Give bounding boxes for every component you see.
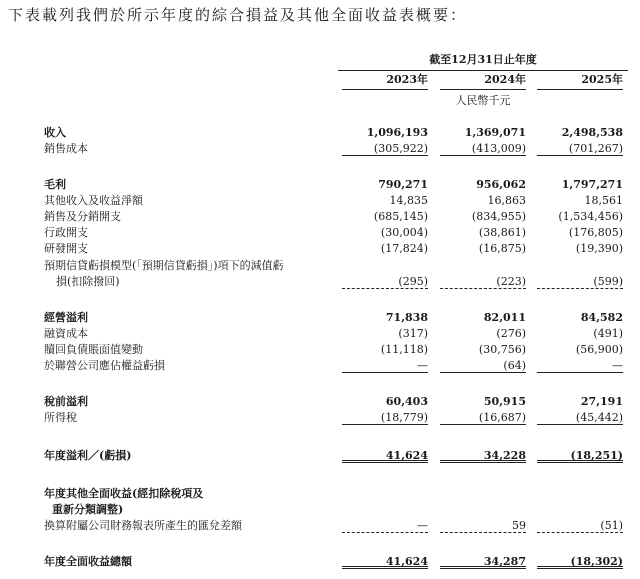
row-label: 稅前溢利 (44, 395, 88, 408)
row-exchange-differences (0, 517, 640, 534)
value-2025: (701,267) (537, 140, 623, 156)
value-2024: (38,861) (478, 226, 526, 239)
row-cost-of-sales (0, 140, 640, 157)
value-2025: 84,582 (580, 311, 623, 324)
value-2024: (16,687) (440, 409, 526, 425)
row-profit-before-tax (0, 393, 640, 410)
value-2025: 18,561 (584, 194, 623, 207)
value-2024: (276) (496, 327, 526, 340)
intro-text: 下表載列我們於所示年度的綜合損益及其他全面收益表概要： (8, 6, 468, 24)
row-ecl-label-line1 (0, 257, 640, 274)
value-2025: (56,900) (575, 343, 623, 356)
row-label: 重新分類調整) (52, 503, 124, 516)
row-admin-expenses (0, 224, 640, 241)
row-label: 年度其他全面收益(經扣除稅項及 (44, 487, 204, 500)
value-2023: 790,271 (378, 178, 428, 191)
value-2025: (18,251) (537, 447, 623, 463)
value-2023: (295) (342, 273, 428, 289)
row-income-tax (0, 409, 640, 426)
row-profit-for-year (0, 447, 640, 464)
row-label: 換算附屬公司財務報表所產生的匯兌差額 (44, 519, 242, 532)
value-2023: (11,118) (380, 343, 428, 356)
value-2024: 34,287 (440, 553, 526, 569)
row-label: 研發開支 (44, 242, 88, 255)
value-2023: — (342, 517, 428, 533)
value-2023: 60,403 (385, 395, 428, 408)
value-2025: — (537, 357, 623, 373)
value-2023: 14,835 (389, 194, 428, 207)
period-header: 截至12月31日止年度 (338, 51, 628, 71)
row-total-comprehensive-income (0, 553, 640, 570)
value-2023: (685,145) (373, 210, 428, 223)
row-ecl-impairment (0, 273, 640, 290)
value-2023: (17,824) (380, 242, 428, 255)
row-finance-costs (0, 325, 640, 342)
value-2025: 2,498,538 (561, 126, 623, 139)
value-2024: 956,062 (476, 178, 526, 191)
value-2024: 59 (440, 517, 526, 533)
value-2025: (51) (537, 517, 623, 533)
value-2023: (18,779) (342, 409, 428, 425)
row-label: 於聯營公司應佔權益虧損 (44, 359, 165, 372)
row-label: 經營溢利 (44, 311, 88, 324)
row-label: 年度溢利／(虧損) (44, 449, 132, 462)
year-header-2025: 2025年 (537, 71, 623, 90)
row-oci-heading-line2 (0, 501, 640, 518)
value-2025: 1,797,271 (561, 178, 623, 191)
row-operating-profit (0, 309, 640, 326)
value-2023: 41,624 (342, 553, 428, 569)
value-2023: (317) (398, 327, 428, 340)
value-2023: — (342, 357, 428, 373)
value-2025: (176,805) (568, 226, 623, 239)
row-other-income (0, 192, 640, 209)
value-2024: (834,955) (471, 210, 526, 223)
row-label: 所得稅 (44, 411, 77, 424)
row-label: 融資成本 (44, 327, 88, 340)
value-2023: (305,922) (342, 140, 428, 156)
row-label: 贖回負債賬面值變動 (44, 343, 143, 356)
year-header-2023: 2023年 (342, 71, 428, 90)
value-2025: (19,390) (575, 242, 623, 255)
value-2023: (30,004) (380, 226, 428, 239)
year-header-2024: 2024年 (440, 71, 526, 90)
value-2023: 41,624 (342, 447, 428, 463)
row-label: 其他收入及收益淨額 (44, 194, 143, 207)
row-selling-expenses (0, 208, 640, 225)
value-2024: 16,863 (487, 194, 526, 207)
row-gross-profit (0, 176, 640, 193)
value-2024: (413,009) (440, 140, 526, 156)
value-2024: 82,011 (483, 311, 526, 324)
value-2025: (1,534,456) (558, 210, 623, 223)
row-redemption-liability (0, 341, 640, 358)
value-2024: 34,228 (440, 447, 526, 463)
row-associate-losses (0, 357, 640, 374)
row-label: 收入 (44, 126, 66, 139)
value-2024: (16,875) (478, 242, 526, 255)
row-revenue (0, 124, 640, 141)
row-label: 損(扣除撥回) (56, 275, 120, 288)
value-2024: (223) (440, 273, 526, 289)
value-2025: (599) (537, 273, 623, 289)
value-2024: (30,756) (478, 343, 526, 356)
value-2023: 71,838 (385, 311, 428, 324)
unit-label: 人民幣千元 (455, 94, 511, 107)
row-label: 銷售成本 (44, 142, 88, 155)
value-2025: 27,191 (580, 395, 623, 408)
row-label: 行政開支 (44, 226, 88, 239)
value-2023: 1,096,193 (366, 126, 428, 139)
value-2025: (45,442) (537, 409, 623, 425)
row-label: 毛利 (44, 178, 66, 191)
value-2024: (64) (440, 357, 526, 373)
value-2025: (18,302) (537, 553, 623, 569)
row-label: 銷售及分銷開支 (44, 210, 121, 223)
value-2024: 50,915 (483, 395, 526, 408)
value-2024: 1,369,071 (464, 126, 526, 139)
row-rnd-expenses (0, 240, 640, 257)
row-label: 預期信貸虧損模型(「預期信貸虧損」)項下的減值虧 (44, 259, 284, 272)
row-oci-heading-line1 (0, 485, 640, 502)
row-label: 年度全面收益總額 (44, 555, 132, 568)
value-2025: (491) (593, 327, 623, 340)
